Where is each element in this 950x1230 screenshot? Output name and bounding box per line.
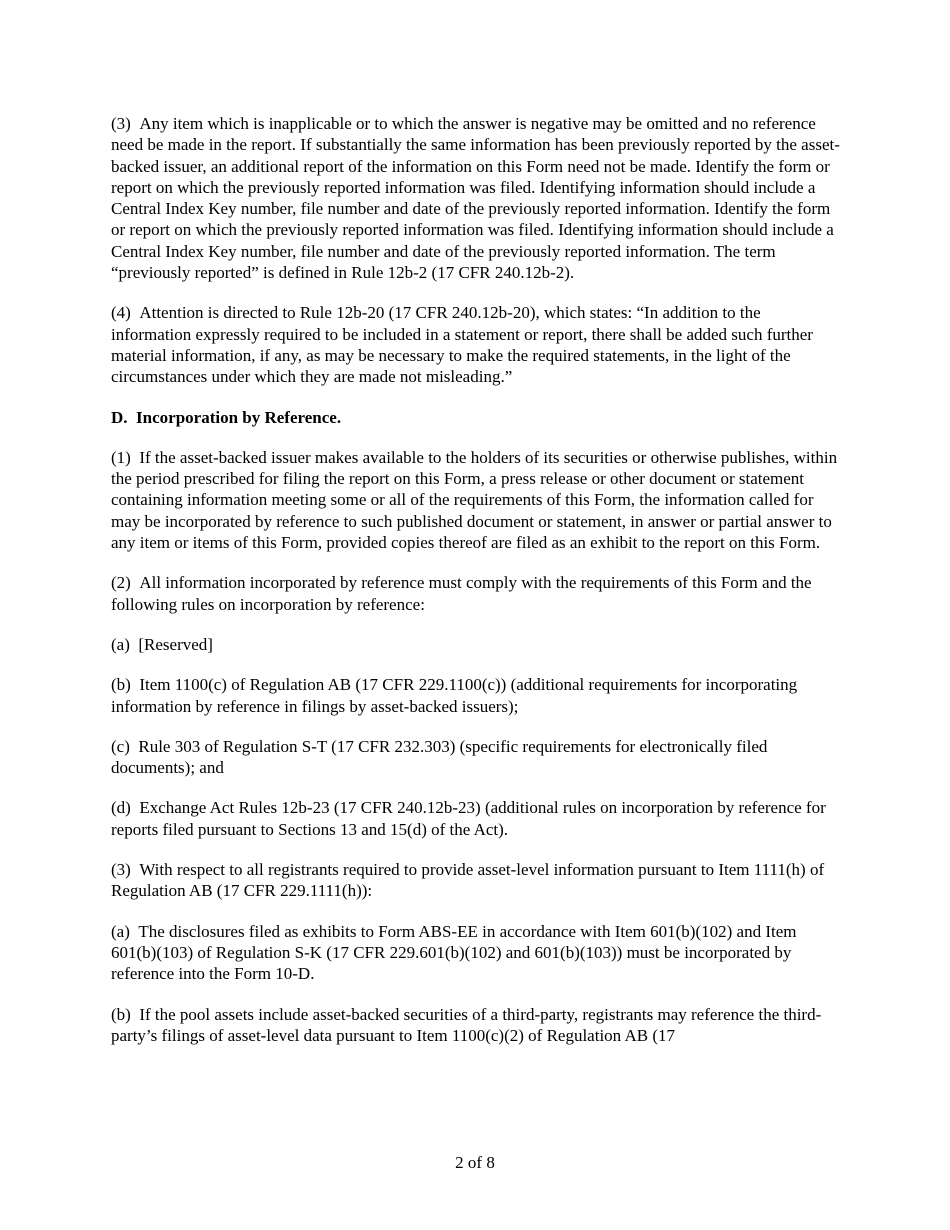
section-heading-incorporation-by-reference: D. Incorporation by Reference. — [111, 407, 342, 427]
paragraph-d-2: (2) All information incorporated by reference must comply with the requirements of this Form and the following rules on incorporation by reference: — [111, 573, 812, 614]
paragraph-d-2-d: (d) Exchange Act Rules 12b-23 (17 CFR 240.12b-23) (additional rules on incorporation by reference for reports filed pursuant to Sections 13 and 15(d) of the Act). — [111, 798, 826, 839]
paragraph-d-2-a: (a) [Reserved] — [111, 634, 213, 654]
paragraph-d-3-a: (a) The disclosures filed as exhibits to Form ABS-EE in accordance with Item 601(b)(102) and Item 601(b)(103) of Regulation S-K (17 CFR 229.601(b)(102) and 601(b)(103)) must be incorporated by reference into the Form 10-D. — [111, 921, 797, 984]
paragraph-d-3: (3) With respect to all registrants required to provide asset-level information pursuant to Item 1111(h) of Regulation AB (17 CFR 229.1111(h)): — [111, 860, 825, 901]
paragraph-d-3-b: (b) If the pool assets include asset-backed securities of a third-party, registrants may reference the third-party’s filings of asset-level data pursuant to Item 1100(c)(2) of Regulation AB (17 — [111, 1004, 822, 1045]
paragraph-item-4: (4) Attention is directed to Rule 12b-20 (17 CFR 240.12b-20), which states: “In addition to the information expressly required to be included in a statement or report, there shall be added such further material information, if any, as may be necessary to make the required statements, in the light of the circumstances under which they are made not misleading.” — [111, 303, 813, 387]
paragraph-d-1: (1) If the asset-backed issuer makes available to the holders of its securities or otherwise publishes, within the period prescribed for filing the report on this Form, a press release or other document or statement containing information meeting some or all of the requirements of this Form, the information called for may be incorporated by reference to such published document or statement, in answer or partial answer to any item or items of this Form, provided copies thereof are filed as an exhibit to the report on this Form. — [111, 447, 838, 553]
paragraph-d-2-b: (b) Item 1100(c) of Regulation AB (17 CFR 229.1100(c)) (additional requirements for incorporating information by reference in filings by asset-backed issuers); — [111, 675, 798, 716]
paragraph-item-3: (3) Any item which is inapplicable or to which the answer is negative may be omitted and no reference need be made in the report. If substantially the same information has been previously reported by the asset-backed issuer, an additional report of the information on this Form need not be made. Identify the form or report on which the previously reported information was filed. Identifying information should include a Central Index Key number, file number and date of the previously reported information. Identify the form or report on which the previously reported information was filed. Identifying information should include a Central Index Key number, file number and date of the previously reported information. The term “previously reported” is defined in Rule 12b-2 (17 CFR 240.12b-2). — [111, 114, 840, 283]
page-number: 2 of 8 — [455, 1153, 495, 1172]
paragraph-d-2-c: (c) Rule 303 of Regulation S-T (17 CFR 232.303) (specific requirements for electronically filed documents); and — [111, 736, 768, 778]
page-content — [111, 113, 841, 1065]
